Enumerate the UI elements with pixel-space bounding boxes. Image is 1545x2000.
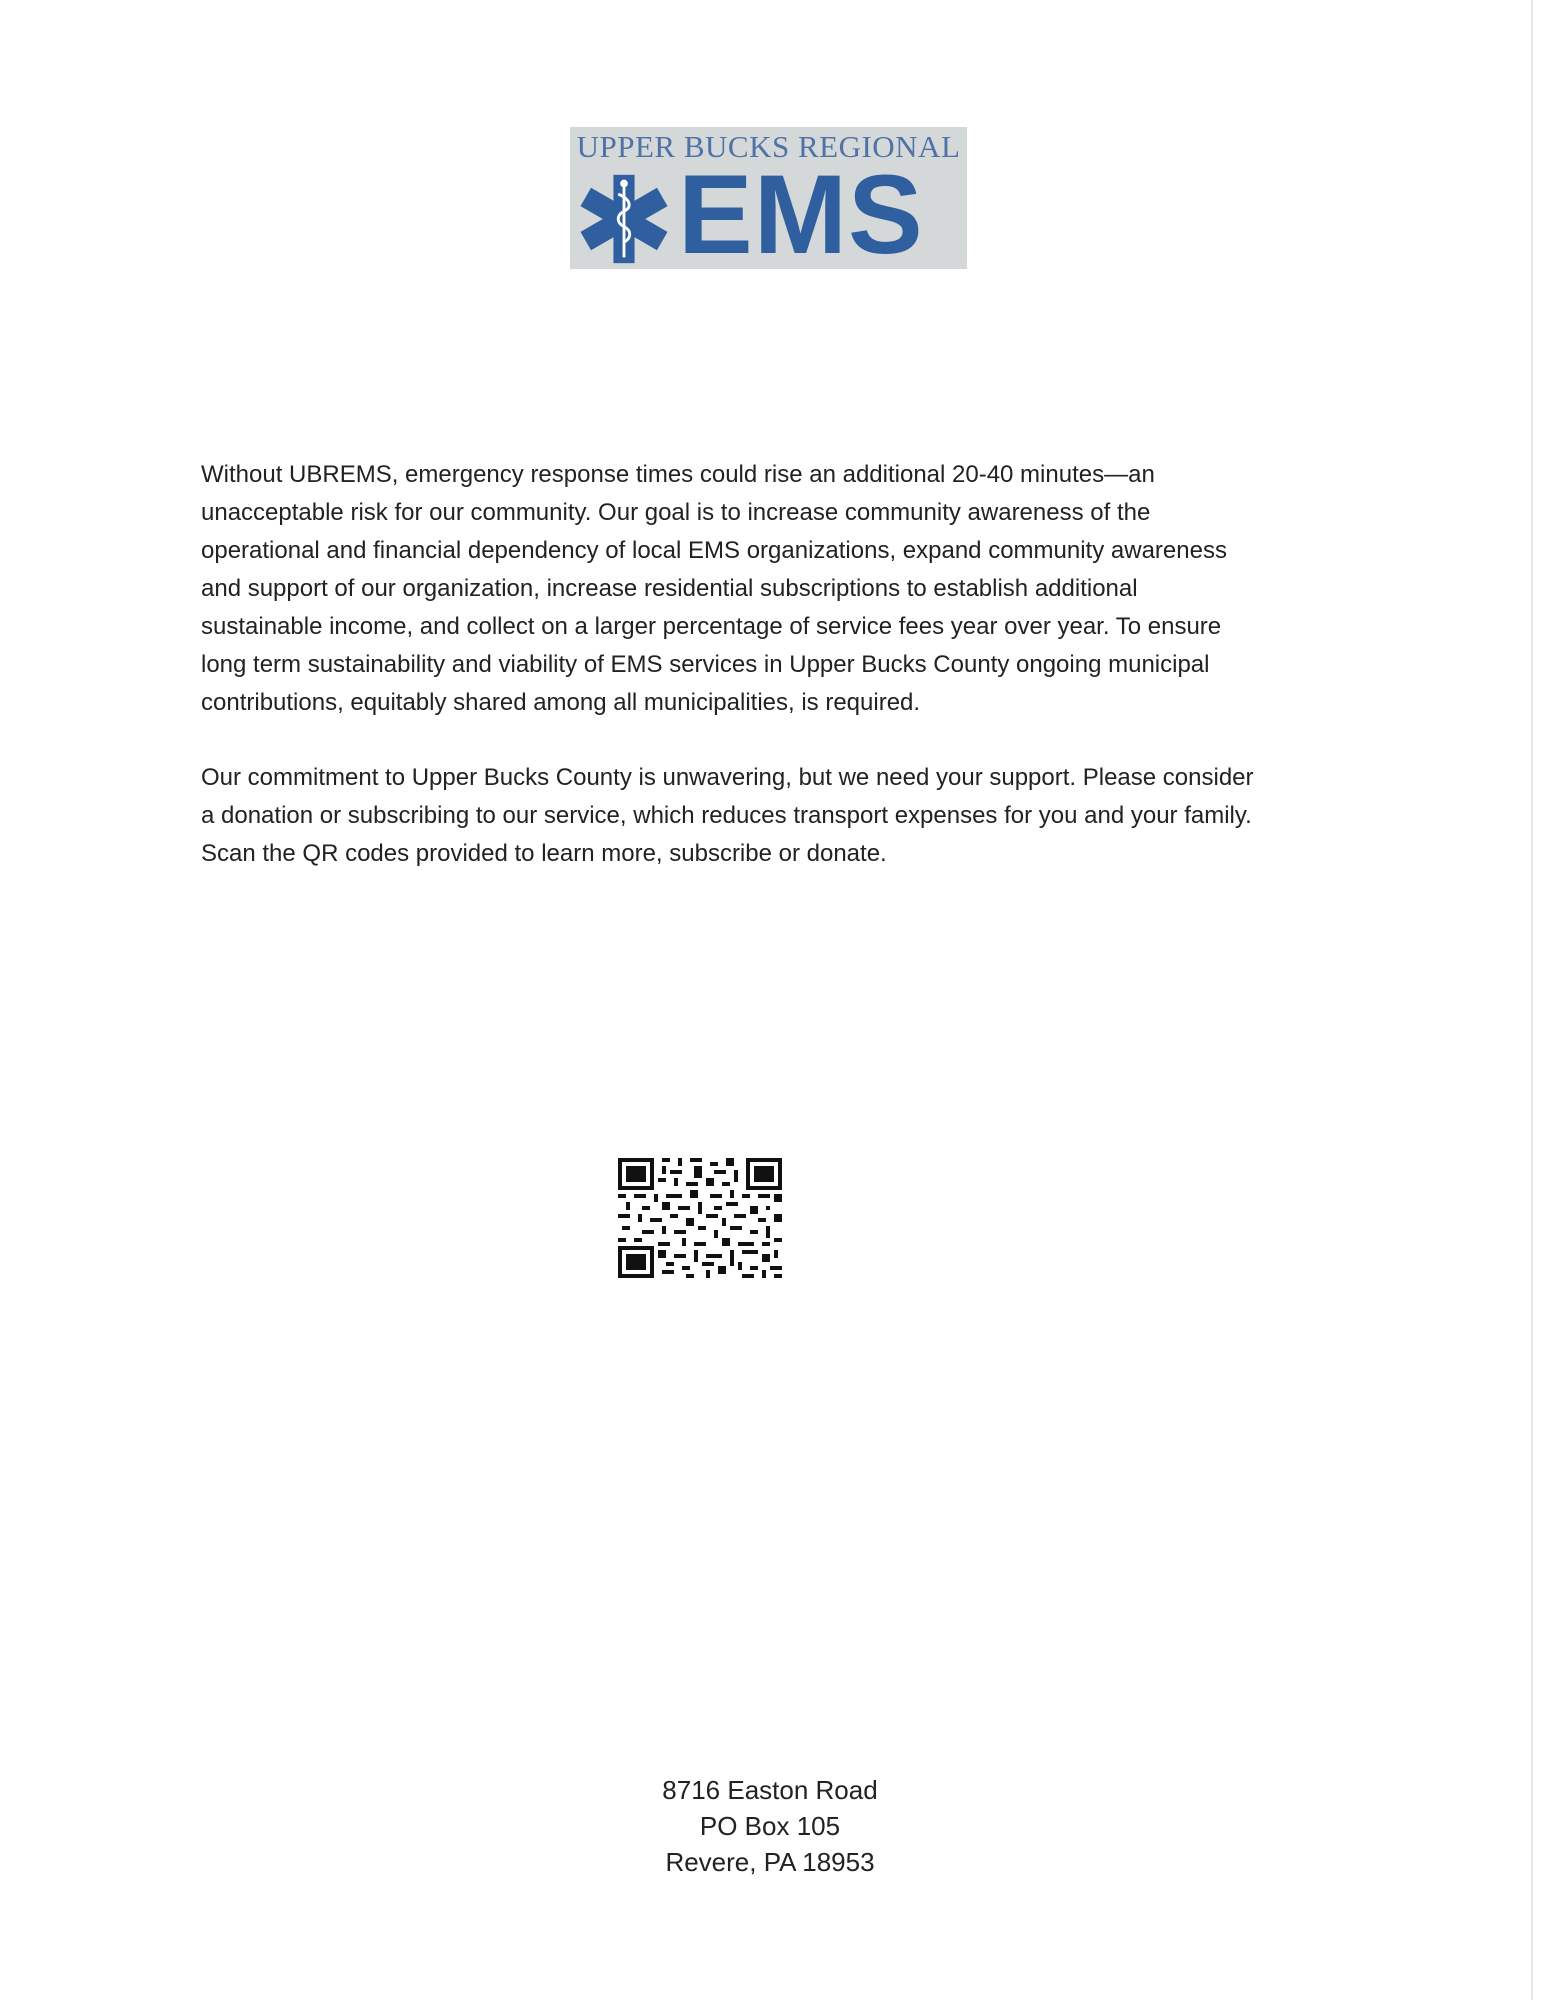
- paragraph-support-request: Our commitment to Upper Bucks County is unwavering, but we need your support. Please consider a donation or subscribing to our service, which reduces transport expenses for you and your family. Scan the QR codes provided to learn more, subscribe or donate.: [201, 764, 1254, 867]
- address-street: 8716 Easton Road: [662, 1775, 878, 1805]
- logo-top-text: UPPER BUCKS REGIONAL: [576, 129, 961, 164]
- qr-code-icon[interactable]: [618, 1158, 782, 1278]
- ubrems-logo: [570, 127, 967, 277]
- address-po-box: PO Box 105: [699, 1811, 841, 1841]
- star-of-life-icon: [576, 171, 672, 267]
- page-edge: [1531, 0, 1533, 2000]
- logo-ems-text: EMS: [678, 152, 924, 277]
- address-city-state-zip: Revere, PA 18953: [665, 1847, 875, 1877]
- mailing-address: [570, 1772, 970, 1880]
- paragraph-response-times: Without UBREMS, emergency response times could rise an additional 20-40 minutes—an unacceptable risk for our community. Our goal is to increase community awareness of the operational and financial dependency of local EMS organizations, expand community awareness and support of our organization, increase residential subscriptions to establish additional sustainable income, and collect on a larger percentage of service fees year over year. To ensure long term sustainability and viability of EMS services in Upper Bucks County ongoing municipal contributions, equitably shared among all municipalities, is required.: [201, 461, 1227, 716]
